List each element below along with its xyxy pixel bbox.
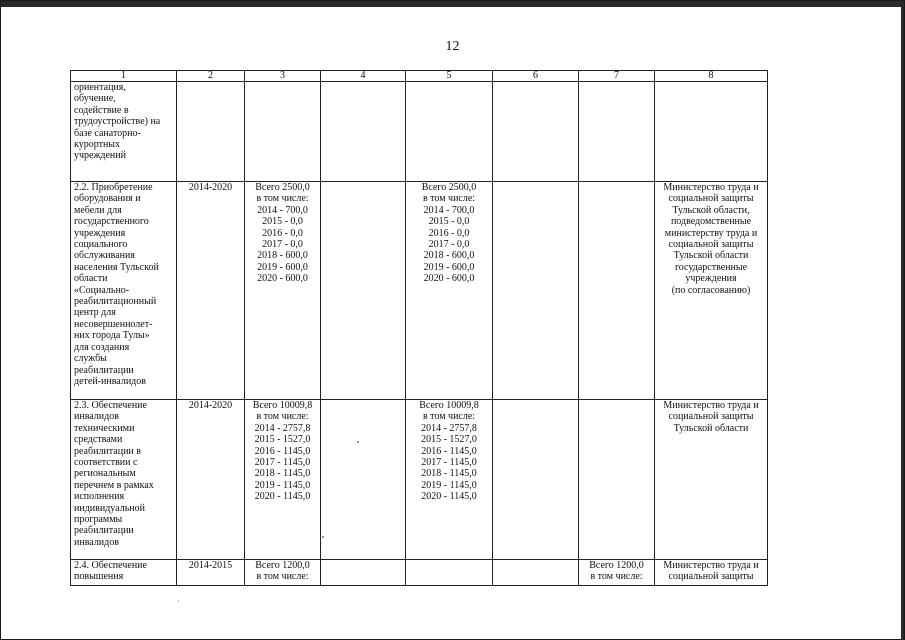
table-row — [71, 82, 768, 182]
cell-text-line: центр для — [74, 307, 116, 319]
federal-budget-cell — [321, 82, 406, 182]
cell-text-line: реабилитации в — [74, 445, 141, 457]
cell-text-line: в том числе: — [256, 193, 309, 205]
cell-text-line: 2020 - 1145,0 — [421, 491, 477, 503]
cell-text-line: 2.4. Обеспечение — [74, 560, 147, 571]
federal-budget-cell — [321, 560, 406, 586]
cell-text-line: в том числе: — [256, 411, 309, 423]
extrabudgetary-cell — [579, 400, 655, 560]
cell-text-line: социальной защиты — [668, 571, 754, 583]
header-cell: 3 — [245, 71, 321, 82]
period-cell — [177, 400, 245, 560]
cell-text-line: Тульской области — [673, 422, 749, 434]
federal-budget-cell — [321, 182, 406, 400]
cell-text-line: 2014 - 2757,8 — [421, 422, 477, 434]
cell-text-line: 2014-2015 — [188, 560, 233, 571]
regional-budget-cell — [406, 82, 493, 182]
cell-text-line: базе санаторно- — [74, 127, 141, 139]
cell-text-line: 2019 - 1145,0 — [254, 479, 311, 491]
cell-text-line: (по согласованию) — [671, 284, 751, 296]
cell-text-line: инвалидов — [74, 536, 119, 548]
cell-text-line: региональным — [74, 468, 136, 480]
cell-text-line: них города Тулы» — [74, 330, 150, 342]
cell-text-line: 2017 - 1145,0 — [421, 457, 477, 469]
cell-text-line: 2014-2020 — [188, 400, 233, 411]
cell-text-line: 2014 - 700,0 — [257, 204, 308, 216]
cell-text-line: 2017 - 0,0 — [428, 239, 470, 251]
responsible-executor-cell — [655, 560, 768, 586]
cell-text-line: учреждения — [685, 273, 737, 285]
cell-text-line: обучение, — [74, 93, 116, 105]
cell-text-line: 2.3. Обеспечение — [74, 400, 147, 411]
cell-text-line: повышения — [74, 571, 124, 583]
cell-text-line: социального — [74, 239, 128, 251]
cell-text-line: в том числе: — [256, 571, 309, 583]
header-cell: 7 — [579, 71, 655, 82]
cell-text-line: государственные — [674, 261, 748, 273]
cell-text-line: индивидуальной — [74, 502, 145, 514]
cell-text-line: 2015 - 0,0 — [428, 216, 470, 228]
measure-name-cell — [71, 82, 177, 182]
cell-text-line: реабилитационный — [74, 296, 157, 308]
cell-text-line: области — [74, 273, 108, 285]
budget-table — [70, 70, 768, 586]
regional-budget-cell — [406, 400, 493, 560]
regional-budget-cell — [406, 182, 493, 400]
responsible-executor-cell — [655, 400, 768, 560]
cell-text-line: Всего 1200,0 — [255, 560, 310, 571]
cell-text-line: реабилитации — [74, 364, 134, 376]
cell-text-line: 2017 - 0,0 — [262, 239, 303, 251]
responsible-executor-cell — [655, 182, 768, 400]
cell-text-line: 2019 - 600,0 — [257, 261, 308, 273]
cell-text-line: 2016 - 0,0 — [262, 227, 303, 239]
cell-text-line: 2020 - 1145,0 — [254, 491, 311, 503]
cell-text-line: Всего 10009,8 — [252, 400, 313, 411]
scan-speck — [357, 441, 359, 443]
regional-budget-cell — [406, 560, 493, 586]
scan-speck — [322, 536, 324, 538]
cell-text-line: 2017 - 1145,0 — [254, 457, 311, 469]
cell-text-line: социальной защиты — [668, 193, 754, 205]
table-row — [71, 400, 768, 560]
cell-text-line: оборудования и — [74, 193, 141, 205]
cell-text-line: 2018 - 600,0 — [257, 250, 308, 262]
cell-text-line: в том числе: — [590, 571, 643, 583]
cell-text-line: 2016 - 1145,0 — [254, 445, 311, 457]
cell-text-line: 2014 - 700,0 — [423, 204, 475, 216]
header-cell: 1 — [71, 71, 177, 82]
period-cell — [177, 182, 245, 400]
extrabudgetary-cell — [579, 182, 655, 400]
cell-text-line: 2020 - 600,0 — [423, 273, 475, 285]
cell-text-line: 2015 - 1527,0 — [421, 434, 477, 446]
cell-text-line: трудоустройстве) на — [74, 116, 161, 128]
header-cell: 5 — [406, 71, 493, 82]
header-cell: 4 — [321, 71, 406, 82]
cell-text-line: Министерство труда и — [663, 400, 759, 411]
cell-text-line: соответствии с — [74, 457, 138, 469]
cell-text-line: службы — [74, 353, 107, 365]
cell-text-line: мебели для — [74, 204, 122, 216]
cell-text-line: 2.2. Приобретение — [74, 182, 153, 193]
page-number: 12 — [445, 39, 460, 54]
measure-name-cell — [71, 560, 177, 586]
cell-text-line: Всего 10009,8 — [419, 400, 479, 411]
cell-text-line: 2019 - 1145,0 — [421, 479, 477, 491]
measure-name-cell — [71, 182, 177, 400]
cell-text-line: для создания — [74, 341, 130, 353]
cell-text-line: Тульской области, — [672, 204, 750, 216]
cell-text-line: Министерство труда и — [663, 182, 759, 193]
cell-text-line: социальной защиты — [668, 239, 754, 251]
table-row — [71, 560, 768, 586]
total-funding-cell — [245, 400, 321, 560]
period-cell — [177, 560, 245, 586]
cell-text-line: государственного — [74, 216, 149, 228]
header-cell: 2 — [177, 71, 245, 82]
header-cell: 6 — [493, 71, 579, 82]
cell-text-line: детей-инвалидов — [74, 375, 146, 387]
cell-text-line: техническими — [74, 422, 135, 434]
cell-text-line: учреждений — [74, 150, 126, 162]
cell-text-line: 2018 - 600,0 — [423, 250, 475, 262]
total-funding-cell — [245, 82, 321, 182]
cell-text-line: учреждения — [74, 227, 126, 239]
cell-text-line: Всего 2500,0 — [421, 182, 477, 193]
cell-text-line: 2015 - 0,0 — [262, 216, 303, 228]
cell-text-line: перечнем в рамках — [74, 479, 154, 491]
municipal-budget-cell — [493, 182, 579, 400]
cell-text-line: обслуживания — [74, 250, 135, 262]
table-header-row — [71, 71, 768, 82]
cell-text-line: «Социально- — [74, 284, 130, 296]
municipal-budget-cell — [493, 400, 579, 560]
cell-text-line: 2018 - 1145,0 — [421, 468, 477, 480]
cell-text-line: Всего 2500,0 — [255, 182, 310, 193]
cell-text-line: реабилитации — [74, 525, 134, 537]
responsible-executor-cell — [655, 82, 768, 182]
scan-speck — [178, 600, 179, 601]
cell-text-line: Министерство труда и — [663, 560, 759, 571]
cell-text-line: исполнения — [74, 491, 125, 503]
cell-text-line: 2018 - 1145,0 — [254, 468, 311, 480]
cell-text-line: средствами — [74, 434, 123, 446]
cell-text-line: в том числе: — [422, 193, 476, 205]
federal-budget-cell — [321, 400, 406, 560]
cell-text-line: 2014 - 2757,8 — [254, 422, 311, 434]
cell-text-line: 2020 - 600,0 — [257, 273, 308, 285]
extrabudgetary-cell — [579, 560, 655, 586]
header-cell: 8 — [655, 71, 768, 82]
cell-text-line: 2014-2020 — [188, 182, 233, 193]
cell-text-line: в том числе: — [422, 411, 476, 423]
cell-text-line: 2016 - 0,0 — [428, 227, 470, 239]
period-cell — [177, 82, 245, 182]
cell-text-line: инвалидов — [74, 411, 119, 423]
total-funding-cell — [245, 182, 321, 400]
extrabudgetary-cell — [579, 82, 655, 182]
cell-text-line: Тульской области — [673, 250, 749, 262]
cell-text-line: 2016 - 1145,0 — [421, 445, 477, 457]
cell-text-line: социальной защиты — [668, 411, 754, 423]
cell-text-line: 2015 - 1527,0 — [254, 434, 311, 446]
cell-text-line: населения Тульской — [74, 261, 159, 273]
cell-text-line: программы — [74, 514, 123, 526]
cell-text-line: министерству труда и — [664, 227, 758, 239]
cell-text-line: подведомственные — [670, 216, 752, 228]
cell-text-line: Всего 1200,0 — [589, 560, 644, 571]
cell-text-line: 2019 - 600,0 — [423, 261, 475, 273]
measure-name-cell — [71, 400, 177, 560]
cell-text-line: несовершеннолет- — [74, 318, 153, 330]
cell-text-line: ориентация, — [74, 82, 126, 93]
table-row — [71, 182, 768, 400]
total-funding-cell — [245, 560, 321, 586]
municipal-budget-cell — [493, 82, 579, 182]
cell-text-line: курортных — [74, 139, 121, 151]
cell-text-line: содействие в — [74, 104, 129, 116]
municipal-budget-cell — [493, 560, 579, 586]
